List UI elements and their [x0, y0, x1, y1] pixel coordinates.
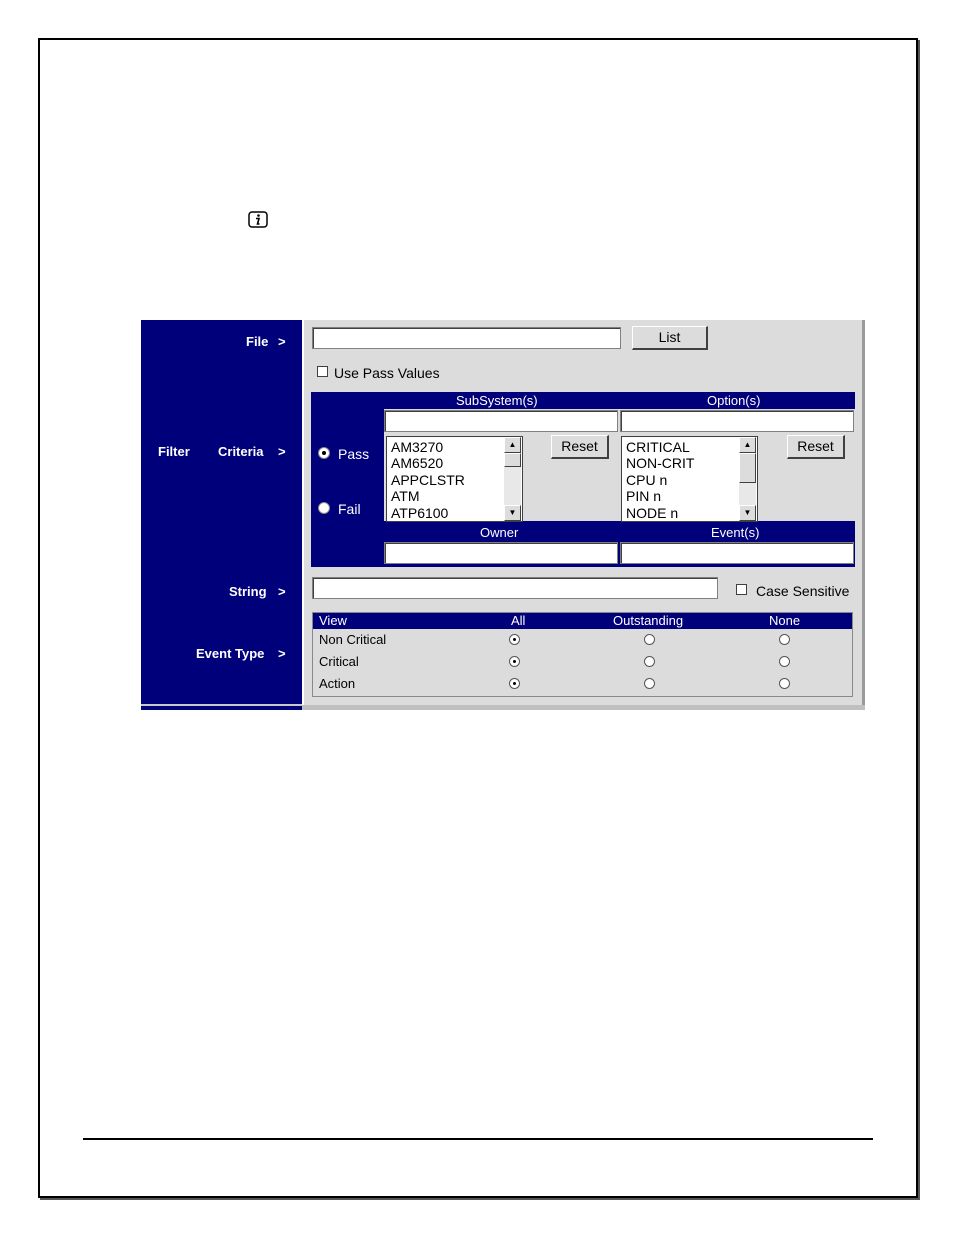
file-input[interactable]	[312, 327, 621, 349]
info-icon	[248, 211, 268, 228]
subsystem-scrollbar[interactable]	[504, 437, 521, 521]
case-sensitive-checkbox[interactable]	[736, 584, 747, 595]
option-listbox[interactable]	[621, 436, 758, 522]
scroll-thumb[interactable]	[739, 453, 756, 483]
panel-divider	[302, 320, 304, 710]
file-label: File	[246, 334, 269, 349]
column-header-view: View	[319, 613, 347, 628]
list-item[interactable]: AM3270	[391, 439, 444, 455]
scroll-thumb[interactable]	[504, 453, 521, 467]
event-type-table	[312, 612, 853, 697]
footer-rule	[83, 1138, 873, 1140]
events-input[interactable]	[620, 542, 854, 564]
case-sensitive-label: Case Sensitive	[756, 583, 850, 599]
list-button[interactable]: List	[632, 326, 708, 350]
column-header-all: All	[511, 613, 526, 628]
sidebar-separator	[141, 704, 302, 706]
fail-radio[interactable]	[318, 502, 330, 514]
panel-sidebar	[141, 320, 302, 710]
event-type-arrow: >	[278, 646, 286, 661]
list-item[interactable]: CRITICAL	[626, 439, 690, 455]
row-label-non-critical: Non Critical	[319, 632, 387, 647]
use-pass-values-label: Use Pass Values	[334, 365, 440, 381]
owner-input[interactable]	[384, 542, 618, 564]
list-item[interactable]: ATM	[391, 488, 420, 504]
list-item[interactable]: NON-CRIT	[626, 455, 695, 471]
subsystem-reset-button[interactable]: Reset	[551, 435, 609, 459]
event-type-label: Event Type	[196, 646, 265, 661]
option-filter-input[interactable]	[620, 410, 854, 432]
non-critical-all-radio[interactable]	[509, 634, 520, 645]
filter-panel	[141, 320, 865, 710]
string-label: String	[229, 584, 267, 599]
fail-label: Fail	[338, 501, 361, 517]
panel-bottom-edge	[302, 705, 865, 710]
string-arrow: >	[278, 584, 286, 599]
non-critical-outstanding-radio[interactable]	[644, 634, 655, 645]
option-reset-button[interactable]: Reset	[787, 435, 845, 459]
row-label-action: Action	[319, 676, 356, 691]
critical-all-radio[interactable]	[509, 656, 520, 667]
panel-edge	[862, 320, 865, 710]
list-item[interactable]: AM6520	[391, 455, 444, 471]
pass-label: Pass	[338, 446, 370, 462]
events-header: Event(s)	[711, 525, 760, 540]
criteria-label: Criteria	[218, 444, 264, 459]
owner-header: Owner	[480, 525, 519, 540]
filter-label: Filter	[158, 444, 190, 459]
subsystem-listbox[interactable]	[386, 436, 523, 522]
non-critical-none-radio[interactable]	[779, 634, 790, 645]
pass-radio[interactable]	[318, 447, 330, 459]
action-none-radio[interactable]	[779, 678, 790, 689]
subsystem-filter-input[interactable]	[384, 410, 618, 432]
subsystems-header: SubSystem(s)	[456, 393, 538, 408]
list-item[interactable]: ATP6100	[391, 505, 449, 521]
column-header-none: None	[769, 613, 801, 628]
column-header-outstanding: Outstanding	[613, 613, 684, 628]
scroll-up-icon[interactable]: ▲	[504, 437, 521, 453]
list-item[interactable]: CPU n	[626, 472, 668, 488]
list-item[interactable]: APPCLSTR	[391, 472, 465, 488]
scroll-down-icon[interactable]: ▼	[504, 505, 521, 521]
criteria-arrow: >	[278, 444, 286, 459]
list-item[interactable]: PIN n	[626, 488, 662, 504]
options-header: Option(s)	[707, 393, 761, 408]
action-all-radio[interactable]	[509, 678, 520, 689]
scroll-down-icon[interactable]: ▼	[739, 505, 756, 521]
critical-outstanding-radio[interactable]	[644, 656, 655, 667]
action-outstanding-radio[interactable]	[644, 678, 655, 689]
option-scrollbar[interactable]	[739, 437, 756, 521]
file-arrow: >	[278, 334, 286, 349]
critical-none-radio[interactable]	[779, 656, 790, 667]
scroll-up-icon[interactable]: ▲	[739, 437, 756, 453]
row-label-critical: Critical	[319, 654, 359, 669]
list-item[interactable]: NODE n	[626, 505, 679, 521]
use-pass-values-checkbox[interactable]	[317, 366, 328, 377]
string-input[interactable]	[312, 577, 718, 599]
